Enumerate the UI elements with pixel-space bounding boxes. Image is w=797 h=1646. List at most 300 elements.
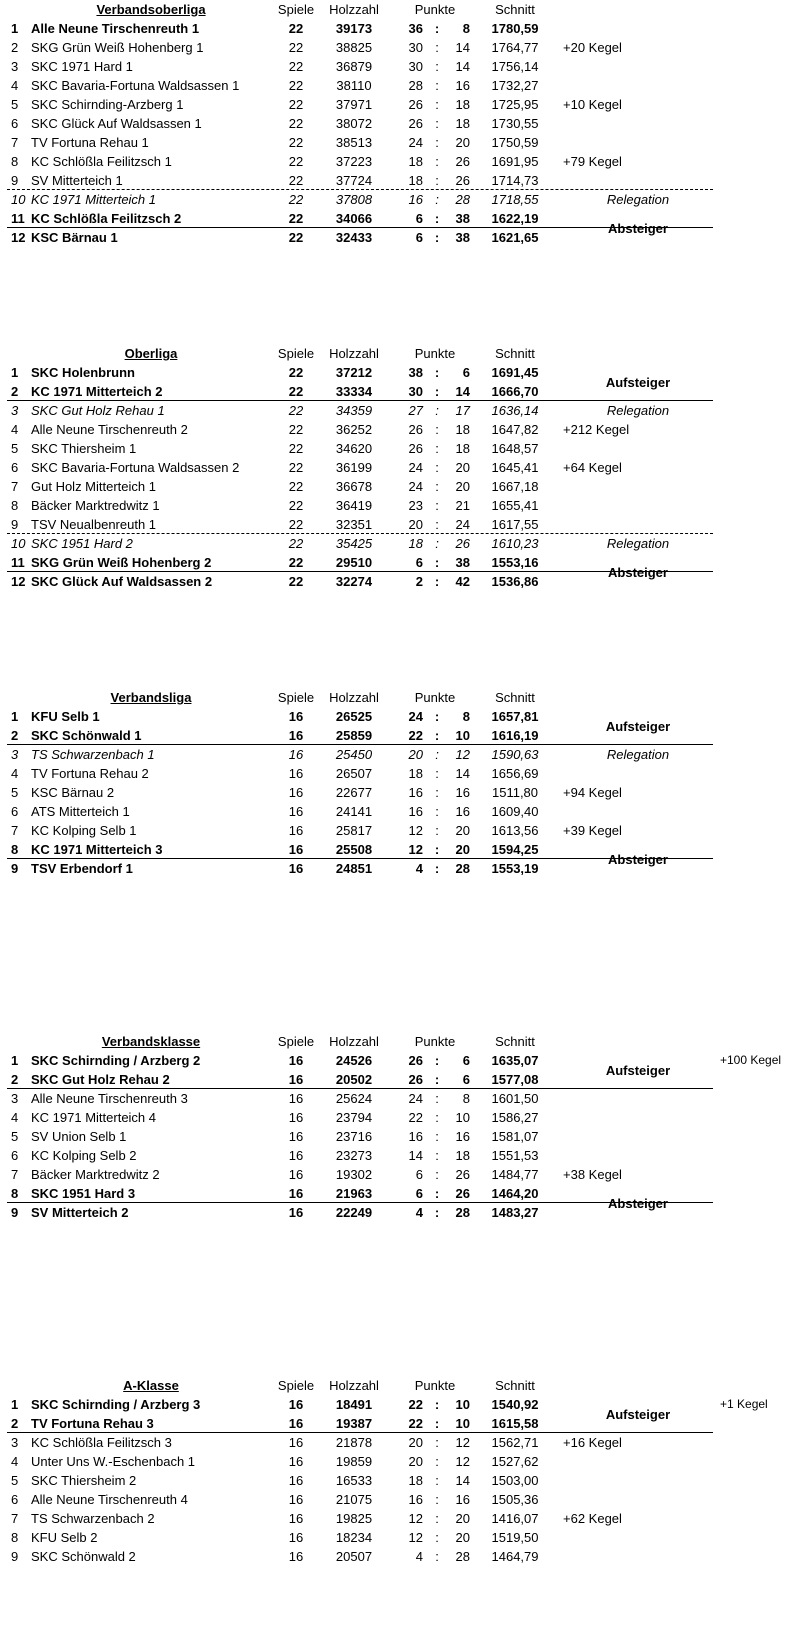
spiele-cell: 16 (288, 1148, 304, 1163)
rank-cell: 2 (11, 384, 19, 399)
team-cell: KC Kolping Selb 1 (31, 823, 137, 838)
holzzahl-cell: 38513 (335, 135, 373, 150)
punkte-plus-cell: 16 (408, 1129, 423, 1144)
punkte-separator: : (434, 574, 440, 589)
punkte-separator: : (434, 211, 440, 226)
punkte-separator: : (435, 1530, 439, 1545)
punkte-minus-cell: 12 (455, 1454, 470, 1469)
table-header (0, 1376, 797, 1395)
punkte-minus-cell: 16 (455, 1129, 470, 1144)
league-table (0, 344, 797, 595)
punkte-plus-cell: 12 (408, 823, 423, 838)
punkte-separator: : (435, 1492, 439, 1507)
rank-cell: 6 (11, 804, 19, 819)
table-row (0, 745, 797, 764)
schnitt-cell: 1647,82 (491, 422, 539, 437)
punkte-minus-cell: 28 (455, 861, 470, 876)
schnitt-cell: 1464,20 (491, 1186, 539, 1201)
team-cell: SKC Schirnding / Arzberg 3 (31, 1397, 201, 1412)
spiele-cell: 16 (288, 1435, 304, 1450)
punkte-separator: : (434, 842, 440, 857)
punkte-minus-cell: 20 (455, 135, 470, 150)
spiele-cell: 16 (288, 1186, 304, 1201)
kegel-note: +62 Kegel (563, 1511, 622, 1526)
table-row (0, 515, 797, 534)
table-row (0, 190, 797, 209)
rank-cell: 4 (11, 78, 19, 93)
team-cell: SKC Bavaria-Fortuna Waldsassen 1 (31, 78, 240, 93)
schnitt-cell: 1577,08 (491, 1072, 539, 1087)
team-cell: Bäcker Marktredwitz 1 (31, 498, 160, 513)
holzzahl-cell: 36678 (335, 479, 373, 494)
holzzahl-cell: 24141 (335, 804, 373, 819)
schnitt-cell: 1613,56 (491, 823, 539, 838)
punkte-separator: : (434, 1416, 440, 1431)
schnitt-cell: 1666,70 (491, 384, 539, 399)
punkte-plus-cell: 20 (408, 747, 423, 762)
rank-cell: 9 (11, 517, 19, 532)
punkte-plus-cell: 26 (408, 422, 423, 437)
holzzahl-cell: 23273 (335, 1148, 373, 1163)
holzzahl-cell: 19825 (335, 1511, 373, 1526)
table-row (0, 38, 797, 57)
punkte-minus-cell: 18 (455, 116, 470, 131)
punkte-plus-cell: 6 (415, 1186, 423, 1201)
team-cell: Alle Neune Tirschenreuth 2 (31, 422, 188, 437)
schnitt-cell: 1610,23 (491, 536, 539, 551)
team-cell: SKG Grün Weiß Hohenberg 1 (31, 40, 204, 55)
punkte-separator: : (435, 154, 439, 169)
punkte-separator: : (435, 1148, 439, 1163)
rank-cell: 10 (11, 192, 26, 207)
league-title: Verbandsoberliga (96, 2, 206, 17)
punkte-plus-cell: 36 (408, 21, 423, 36)
punkte-minus-cell: 16 (455, 804, 470, 819)
holzzahl-cell: 21075 (335, 1492, 373, 1507)
punkte-separator: : (435, 1091, 439, 1106)
punkte-minus-cell: 12 (455, 747, 470, 762)
team-cell: TV Fortuna Rehau 3 (31, 1416, 154, 1431)
punkte-minus-cell: 26 (455, 1186, 470, 1201)
punkte-minus-cell: 20 (455, 479, 470, 494)
holzzahl-cell: 39173 (335, 21, 373, 36)
table-row (0, 783, 797, 802)
holzzahl-cell: 20507 (335, 1549, 373, 1564)
header-punkte: Punkte (414, 1378, 456, 1393)
spiele-cell: 22 (288, 173, 304, 188)
rank-cell: 9 (11, 173, 19, 188)
punkte-separator: : (435, 192, 439, 207)
holzzahl-cell: 32351 (335, 517, 373, 532)
schnitt-cell: 1764,77 (491, 40, 539, 55)
rank-cell: 2 (11, 1072, 19, 1087)
punkte-separator: : (435, 1167, 439, 1182)
holzzahl-cell: 38825 (335, 40, 373, 55)
schnitt-cell: 1483,27 (491, 1205, 539, 1220)
spiele-cell: 16 (288, 1416, 304, 1431)
holzzahl-cell: 34066 (335, 211, 373, 226)
rank-cell: 4 (11, 1110, 19, 1125)
team-cell: KSC Bärnau 2 (31, 785, 115, 800)
league-title: Oberliga (124, 346, 178, 361)
punkte-separator: : (434, 1053, 440, 1068)
team-cell: SKC Thiersheim 2 (31, 1473, 137, 1488)
table-row (0, 1490, 797, 1509)
table-row (0, 1452, 797, 1471)
rank-cell: 2 (11, 1416, 19, 1431)
team-cell: SKC Glück Auf Waldsassen 2 (31, 574, 213, 589)
schnitt-cell: 1617,55 (491, 517, 539, 532)
punkte-plus-cell: 12 (408, 1511, 423, 1526)
punkte-minus-cell: 14 (455, 59, 470, 74)
spiele-cell: 22 (288, 536, 304, 551)
schnitt-cell: 1553,16 (491, 555, 539, 570)
dashed-divider (7, 533, 713, 534)
relegation-label: Relegation (606, 403, 670, 418)
punkte-separator: : (435, 59, 439, 74)
spiele-cell: 16 (288, 1110, 304, 1125)
punkte-plus-cell: 26 (408, 1072, 423, 1087)
punkte-plus-cell: 16 (408, 192, 423, 207)
absteiger-label: Absteiger (608, 1195, 668, 1211)
punkte-plus-cell: 6 (415, 1167, 423, 1182)
punkte-minus-cell: 28 (455, 192, 470, 207)
schnitt-cell: 1730,55 (491, 116, 539, 131)
rank-cell: 12 (11, 574, 26, 589)
rank-cell: 8 (11, 1186, 19, 1201)
holzzahl-cell: 26525 (335, 709, 373, 724)
holzzahl-cell: 25817 (335, 823, 373, 838)
punkte-plus-cell: 4 (415, 1549, 423, 1564)
punkte-separator: : (435, 785, 439, 800)
team-cell: SKC Holenbrunn (31, 365, 135, 380)
schnitt-cell: 1590,63 (491, 747, 539, 762)
rank-cell: 1 (11, 365, 19, 380)
table-row (0, 1509, 797, 1528)
absteiger-label: Absteiger (608, 564, 668, 580)
league-table (0, 0, 797, 251)
punkte-minus-cell: 20 (455, 1530, 470, 1545)
table-row (0, 76, 797, 95)
rank-cell: 5 (11, 1129, 19, 1144)
team-cell: Unter Uns W.-Eschenbach 1 (31, 1454, 196, 1469)
spiele-cell: 22 (288, 574, 304, 589)
spiele-cell: 22 (288, 21, 304, 36)
punkte-separator: : (434, 384, 440, 399)
schnitt-cell: 1657,81 (491, 709, 539, 724)
rank-cell: 3 (11, 59, 19, 74)
rank-cell: 5 (11, 97, 19, 112)
punkte-separator: : (435, 1129, 439, 1144)
holzzahl-cell: 35425 (335, 536, 373, 551)
team-cell: KC 1971 Mitterteich 2 (31, 384, 163, 399)
spiele-cell: 22 (288, 97, 304, 112)
solid-divider (7, 1088, 713, 1089)
punkte-separator: : (435, 40, 439, 55)
table-row (0, 133, 797, 152)
punkte-plus-cell: 12 (408, 842, 423, 857)
punkte-minus-cell: 8 (462, 1091, 470, 1106)
kegel-note: +94 Kegel (563, 785, 622, 800)
table-row (0, 496, 797, 515)
punkte-separator: : (435, 97, 439, 112)
punkte-minus-cell: 16 (455, 785, 470, 800)
schnitt-cell: 1636,14 (491, 403, 539, 418)
spiele-cell: 16 (288, 1072, 304, 1087)
schnitt-cell: 1562,71 (491, 1435, 539, 1450)
holzzahl-cell: 34359 (335, 403, 373, 418)
team-cell: Alle Neune Tirschenreuth 1 (31, 21, 200, 36)
holzzahl-cell: 33334 (335, 384, 373, 399)
spiele-cell: 16 (288, 709, 304, 724)
team-cell: KSC Bärnau 1 (31, 230, 118, 245)
punkte-plus-cell: 26 (408, 116, 423, 131)
team-cell: SV Union Selb 1 (31, 1129, 127, 1144)
team-cell: SKC Schönwald 1 (31, 728, 142, 743)
header-spiele: Spiele (277, 1034, 315, 1049)
rank-cell: 9 (11, 1205, 19, 1220)
rank-cell: 9 (11, 861, 19, 876)
punkte-separator: : (435, 479, 439, 494)
rank-cell: 8 (11, 1530, 19, 1545)
league-title: A-Klasse (123, 1378, 179, 1393)
punkte-separator: : (434, 1205, 440, 1220)
team-cell: SKC Thiersheim 1 (31, 441, 137, 456)
team-cell: SKC Bavaria-Fortuna Waldsassen 2 (31, 460, 240, 475)
punkte-separator: : (434, 861, 440, 876)
punkte-separator: : (435, 1511, 439, 1526)
holzzahl-cell: 23716 (335, 1129, 373, 1144)
team-cell: SKC Schirnding / Arzberg 2 (31, 1053, 201, 1068)
punkte-minus-cell: 17 (455, 403, 470, 418)
spiele-cell: 22 (288, 59, 304, 74)
punkte-separator: : (435, 1473, 439, 1488)
punkte-plus-cell: 18 (408, 173, 423, 188)
solid-divider (7, 400, 713, 401)
holzzahl-cell: 18491 (335, 1397, 373, 1412)
spiele-cell: 22 (288, 422, 304, 437)
relegation-label: Relegation (606, 536, 670, 551)
punkte-minus-cell: 18 (455, 441, 470, 456)
spiele-cell: 16 (288, 747, 304, 762)
holzzahl-cell: 34620 (335, 441, 373, 456)
rank-cell: 6 (11, 116, 19, 131)
rank-cell: 7 (11, 1167, 19, 1182)
schnitt-cell: 1416,07 (491, 1511, 539, 1526)
punkte-separator: : (435, 460, 439, 475)
punkte-minus-cell: 38 (455, 555, 470, 570)
rank-cell: 3 (11, 1091, 19, 1106)
schnitt-cell: 1655,41 (491, 498, 539, 513)
rank-cell: 2 (11, 728, 19, 743)
rank-cell: 11 (11, 555, 25, 570)
holzzahl-cell: 32274 (335, 574, 373, 589)
punkte-plus-cell: 16 (408, 1492, 423, 1507)
punkte-minus-cell: 6 (462, 1053, 470, 1068)
holzzahl-cell: 25859 (335, 728, 373, 743)
rank-cell: 7 (11, 479, 19, 494)
holzzahl-cell: 24851 (335, 861, 373, 876)
holzzahl-cell: 37724 (335, 173, 373, 188)
punkte-plus-cell: 16 (408, 804, 423, 819)
punkte-plus-cell: 18 (408, 1473, 423, 1488)
punkte-separator: : (434, 709, 440, 724)
schnitt-cell: 1635,07 (491, 1053, 539, 1068)
schnitt-cell: 1691,95 (491, 154, 539, 169)
punkte-minus-cell: 18 (455, 97, 470, 112)
holzzahl-cell: 18234 (335, 1530, 373, 1545)
holzzahl-cell: 22249 (335, 1205, 373, 1220)
punkte-minus-cell: 18 (455, 422, 470, 437)
header-holzzahl: Holzzahl (329, 2, 379, 17)
table-row (0, 57, 797, 76)
holzzahl-cell: 21963 (335, 1186, 373, 1201)
punkte-plus-cell: 27 (408, 403, 423, 418)
punkte-separator: : (435, 422, 439, 437)
spiele-cell: 22 (288, 116, 304, 131)
table-row (0, 439, 797, 458)
spiele-cell: 16 (288, 1473, 304, 1488)
punkte-minus-cell: 24 (455, 517, 470, 532)
spiele-cell: 16 (288, 1549, 304, 1564)
spiele-cell: 16 (288, 1530, 304, 1545)
team-cell: SKC 1951 Hard 3 (31, 1186, 136, 1201)
rank-cell: 5 (11, 441, 19, 456)
punkte-plus-cell: 24 (408, 709, 423, 724)
schnitt-cell: 1551,53 (491, 1148, 539, 1163)
team-cell: KC 1971 Mitterteich 1 (31, 192, 157, 207)
punkte-separator: : (435, 116, 439, 131)
table-row (0, 95, 797, 114)
spiele-cell: 22 (288, 441, 304, 456)
rank-cell: 8 (11, 842, 19, 857)
team-cell: KC 1971 Mitterteich 3 (31, 842, 163, 857)
punkte-minus-cell: 14 (455, 40, 470, 55)
rank-cell: 9 (11, 1549, 19, 1564)
kegel-note: +39 Kegel (563, 823, 622, 838)
kegel-note: +64 Kegel (563, 460, 622, 475)
aufsteiger-label: Aufsteiger (605, 374, 671, 390)
punkte-separator: : (435, 441, 439, 456)
schnitt-cell: 1503,00 (491, 1473, 539, 1488)
punkte-minus-cell: 26 (455, 154, 470, 169)
punkte-minus-cell: 20 (455, 1511, 470, 1526)
spiele-cell: 22 (288, 192, 304, 207)
punkte-separator: : (434, 728, 440, 743)
rank-cell: 7 (11, 135, 19, 150)
punkte-minus-cell: 10 (455, 1397, 470, 1412)
schnitt-cell: 1581,07 (491, 1129, 539, 1144)
spiele-cell: 16 (288, 785, 304, 800)
spiele-cell: 22 (288, 78, 304, 93)
punkte-minus-cell: 20 (455, 823, 470, 838)
header-spiele: Spiele (277, 1378, 315, 1393)
team-cell: TS Schwarzenbach 2 (31, 1511, 155, 1526)
punkte-plus-cell: 22 (408, 1416, 423, 1431)
header-holzzahl: Holzzahl (329, 346, 379, 361)
schnitt-cell: 1725,95 (491, 97, 539, 112)
rank-cell: 8 (11, 154, 19, 169)
spiele-cell: 22 (288, 135, 304, 150)
punkte-plus-cell: 38 (408, 365, 423, 380)
holzzahl-cell: 37808 (335, 192, 373, 207)
spiele-cell: 22 (288, 498, 304, 513)
rank-cell: 2 (11, 40, 19, 55)
schnitt-cell: 1601,50 (491, 1091, 539, 1106)
holzzahl-cell: 38072 (335, 116, 373, 131)
schnitt-cell: 1622,19 (491, 211, 539, 226)
header-holzzahl: Holzzahl (329, 1034, 379, 1049)
schnitt-cell: 1586,27 (491, 1110, 539, 1125)
table-header (0, 344, 797, 363)
table-row (0, 19, 797, 38)
punkte-separator: : (435, 1110, 439, 1125)
team-cell: KC 1971 Mitterteich 4 (31, 1110, 157, 1125)
punkte-minus-cell: 10 (455, 1416, 470, 1431)
spiele-cell: 22 (288, 555, 304, 570)
holzzahl-cell: 26507 (335, 766, 373, 781)
league-title: Verbandsklasse (101, 1034, 201, 1049)
holzzahl-cell: 37223 (335, 154, 373, 169)
schnitt-cell: 1756,14 (491, 59, 539, 74)
solid-divider (7, 744, 713, 745)
spiele-cell: 16 (288, 842, 304, 857)
team-cell: SKC 1971 Hard 1 (31, 59, 133, 74)
dashed-divider (7, 189, 713, 190)
team-cell: TSV Neualbenreuth 1 (31, 517, 157, 532)
punkte-plus-cell: 24 (408, 1091, 423, 1106)
rank-cell: 10 (11, 536, 26, 551)
rank-cell: 4 (11, 766, 19, 781)
punkte-plus-cell: 28 (408, 78, 423, 93)
punkte-minus-cell: 10 (455, 728, 470, 743)
header-spiele: Spiele (277, 2, 315, 17)
holzzahl-cell: 19302 (335, 1167, 373, 1182)
extra-kegel-note: +1 Kegel (720, 1397, 768, 1411)
table-header (0, 688, 797, 707)
punkte-minus-cell: 42 (455, 574, 470, 589)
team-cell: KC Schlößla Feilitzsch 2 (31, 211, 182, 226)
table-row (0, 1471, 797, 1490)
punkte-separator: : (435, 766, 439, 781)
rank-cell: 1 (11, 1053, 19, 1068)
holzzahl-cell: 24526 (335, 1053, 373, 1068)
spiele-cell: 22 (288, 479, 304, 494)
holzzahl-cell: 37212 (335, 365, 373, 380)
team-cell: TV Fortuna Rehau 2 (31, 766, 149, 781)
holzzahl-cell: 32433 (335, 230, 373, 245)
holzzahl-cell: 38110 (336, 78, 372, 93)
schnitt-cell: 1527,62 (491, 1454, 539, 1469)
punkte-separator: : (434, 365, 440, 380)
header-holzzahl: Holzzahl (329, 1378, 379, 1393)
punkte-plus-cell: 22 (408, 728, 423, 743)
punkte-plus-cell: 4 (415, 861, 423, 876)
header-spiele: Spiele (277, 346, 315, 361)
holzzahl-cell: 36199 (335, 460, 373, 475)
spiele-cell: 22 (288, 403, 304, 418)
team-cell: SKC Gut Holz Rehau 1 (31, 403, 165, 418)
absteiger-label: Absteiger (608, 220, 668, 236)
punkte-separator: : (435, 536, 439, 551)
team-cell: SKC 1951 Hard 2 (31, 536, 133, 551)
rank-cell: 6 (11, 1492, 19, 1507)
holzzahl-cell: 36252 (335, 422, 373, 437)
solid-divider (7, 1432, 713, 1433)
rank-cell: 3 (11, 403, 19, 418)
aufsteiger-label: Aufsteiger (605, 718, 671, 734)
schnitt-cell: 1656,69 (491, 766, 539, 781)
